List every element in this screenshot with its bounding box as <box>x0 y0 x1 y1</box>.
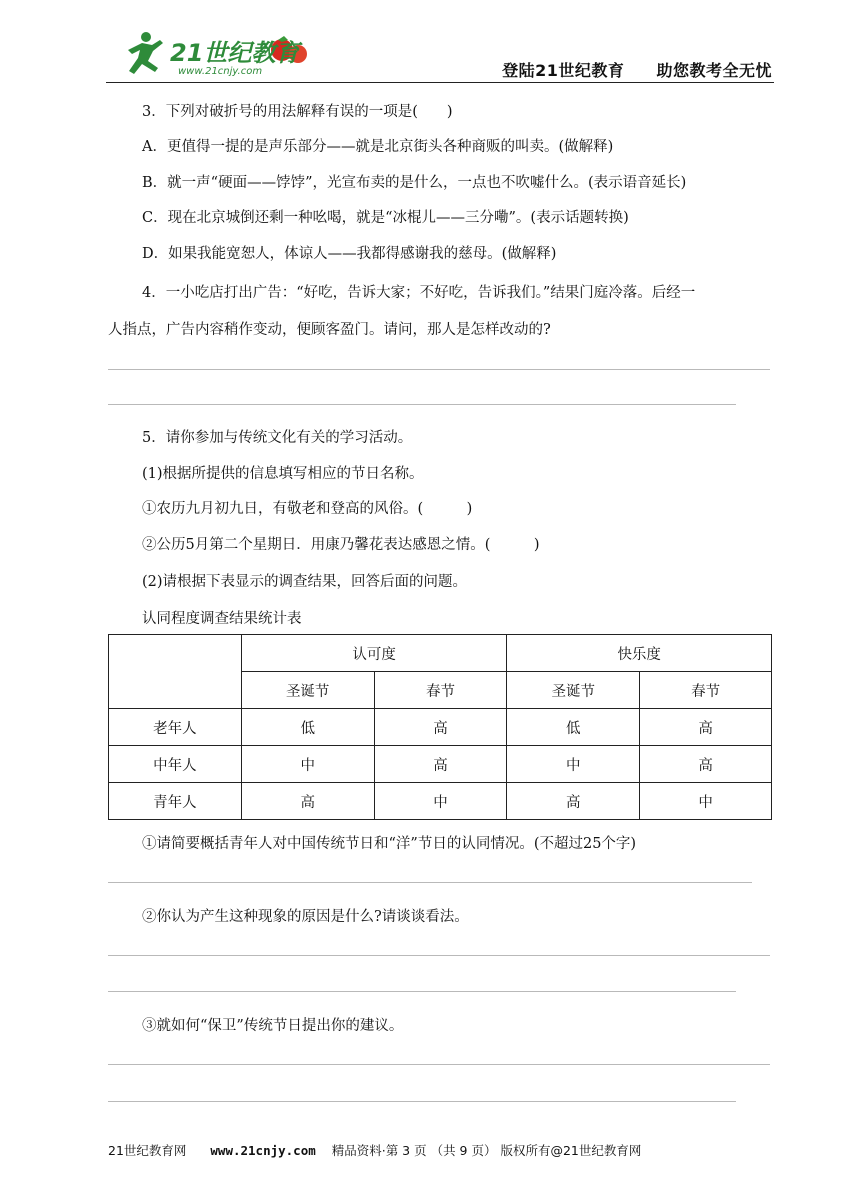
q3-option-b: B．就一声“硬面——饽饽”，光宣布卖的是什么，一点也不吹嘘什么。(表示语音延长) <box>142 175 687 191</box>
svg-text:21世纪教育: 21世纪教育 <box>170 39 300 67</box>
q3-option-d: D．如果我能宽恕人，体谅人——我都得感谢我的慈母。(做解释) <box>142 246 557 262</box>
answer-line <box>108 991 736 992</box>
q4-text-line1: 4．一小吃店打出广告：“好吃，告诉大家；不好吃，告诉我们。”结果门庭冷落。后经一 <box>142 285 696 301</box>
answer-line <box>108 369 770 370</box>
table-group-header: 快乐度 <box>507 635 772 672</box>
table-cell: 高 <box>241 783 374 820</box>
q3-stem: 3．下列对破折号的用法解释有误的一项是( ) <box>142 104 453 120</box>
page-header <box>106 28 774 82</box>
table-sub-header: 圣诞节 <box>241 672 374 709</box>
footer-site-name: 21世纪教育网 <box>108 1143 187 1158</box>
table-caption: 认同程度调查结果统计表 <box>142 611 302 627</box>
footer-url[interactable]: www.21cnjy.com <box>210 1143 316 1158</box>
page-footer <box>108 1141 641 1159</box>
q4-text-line2: 人指点，广告内容稍作变动，便顾客盈门。请问，那人是怎样改动的? <box>108 322 551 338</box>
table-cell: 低 <box>241 709 374 746</box>
table-row-label: 老年人 <box>109 709 242 746</box>
answer-line <box>108 955 770 956</box>
table-cell: 中 <box>241 746 374 783</box>
site-logo <box>112 28 312 80</box>
answer-line <box>108 882 752 883</box>
answer-line <box>108 1101 736 1102</box>
table-corner-cell <box>109 635 242 709</box>
table-cell: 高 <box>640 746 772 783</box>
q5-item1: ①农历九月初九日，有敬老和登高的风俗。( ) <box>142 501 473 517</box>
answer-line <box>108 404 736 405</box>
q3-option-a: A．更值得一提的是声乐部分——就是北京街头各种商贩的叫卖。(做解释) <box>142 139 614 155</box>
table-row <box>109 709 772 746</box>
table-cell: 中 <box>374 783 507 820</box>
footer-page-info: 精品资料·第 3 页 （共 9 页） 版权所有@21世纪教育网 <box>331 1143 642 1158</box>
table-cell: 中 <box>507 746 640 783</box>
q5-part1: (1)根据所提供的信息填写相应的节日名称。 <box>142 466 424 482</box>
header-slogan-right: 助您教考全无忧 <box>656 61 772 80</box>
table-cell: 高 <box>640 709 772 746</box>
q5-sub3: ③就如何“保卫”传统节日提出你的建议。 <box>142 1018 404 1034</box>
q5-sub1: ①请简要概括青年人对中国传统节日和“洋”节日的认同情况。(不超过25个字) <box>142 836 637 852</box>
q5-item2: ②公历5月第二个星期日．用康乃馨花表达感恩之情。( ) <box>142 537 540 553</box>
table-sub-header: 圣诞节 <box>507 672 640 709</box>
table-cell: 高 <box>507 783 640 820</box>
answer-line <box>108 1064 770 1065</box>
table-row <box>109 746 772 783</box>
header-slogan-left: 登陆21世纪教育 <box>502 61 625 80</box>
q3-option-c: C．现在北京城倒还剩一种吆喝，就是“冰棍儿——三分嘞”。(表示话题转换) <box>142 210 629 226</box>
table-header-row <box>109 635 772 672</box>
table-cell: 低 <box>507 709 640 746</box>
header-divider <box>106 82 774 83</box>
survey-table <box>108 634 772 820</box>
table-cell: 高 <box>374 709 507 746</box>
table-cell: 高 <box>374 746 507 783</box>
header-slogan <box>502 58 772 81</box>
q5-stem: 5．请你参加与传统文化有关的学习活动。 <box>142 430 413 446</box>
table-cell: 中 <box>640 783 772 820</box>
table-sub-header: 春节 <box>374 672 507 709</box>
table-row-label: 青年人 <box>109 783 242 820</box>
q5-sub2: ②你认为产生这种现象的原因是什么?请谈谈看法。 <box>142 909 469 925</box>
q5-part2: (2)请根据下表显示的调查结果，回答后面的问题。 <box>142 574 468 590</box>
svg-text:www.21cnjy.com: www.21cnjy.com <box>178 66 263 77</box>
table-row <box>109 783 772 820</box>
table-sub-header: 春节 <box>640 672 772 709</box>
table-row-label: 中年人 <box>109 746 242 783</box>
table-group-header: 认可度 <box>241 635 507 672</box>
